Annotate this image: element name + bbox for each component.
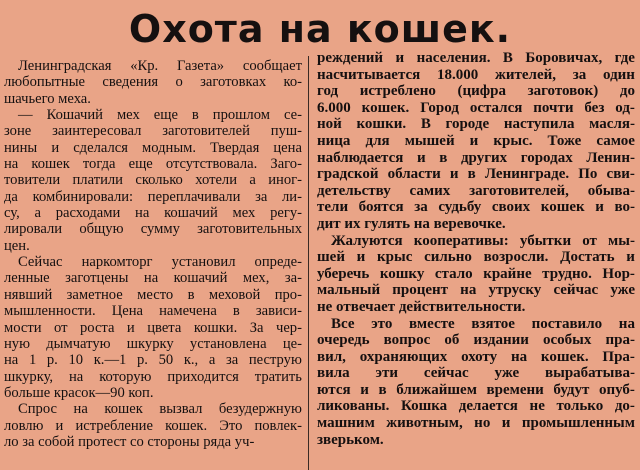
text-line: Ленинградская «Кр. Газета» сообщает (18, 58, 302, 74)
text-line: детельству самих заготовителей, обыва- (317, 182, 635, 199)
text-line: — Кошачий мех еще в прошлом се- (18, 107, 302, 124)
text-line: вила эти сейчас уже вырабатыва- (317, 365, 635, 382)
text-line: мальный процент на утруску сейчас уже (317, 282, 635, 299)
text-line: Все это вместе взятое поставило на (331, 315, 635, 332)
text-line: очередь вопрос об издании особых пра- (317, 332, 635, 349)
column-divider (308, 56, 309, 470)
text-line: мышленности. Цена намечена в зависи- (4, 303, 302, 320)
text-line: мости от роста и цвета кошки. За чер- (4, 319, 302, 336)
text-line: лировали общую сумму заготовительных (4, 221, 302, 238)
text-line: вил, охраняющих охоту на кошек. Пра- (317, 348, 635, 365)
text-line: Спрос на кошек вызвал безудержную (18, 401, 302, 418)
text-line: на кошек тогда еще отсутствовала. Заго- (4, 156, 302, 173)
text-line: любопытные сведения о заготовках ко- (4, 74, 302, 91)
text-line: не отвечает действительности. (317, 298, 526, 315)
text-line: Сейчас наркомторг установил опреде- (18, 254, 302, 271)
text-line: нявший заметное место в меховой про- (4, 286, 302, 303)
article-column-left (4, 58, 302, 468)
text-line: ница для мышей и крыс. Тоже самое (317, 132, 635, 149)
text-line: су, а расходами на кошачий мех регу- (4, 205, 302, 222)
text-line: цен. (4, 237, 30, 254)
text-line: уберечь кошку стало крайне трудно. Нор- (317, 265, 635, 282)
text-line: машним животным, но и промышленным (317, 415, 635, 432)
text-line: градской области и в Ленинграде. По сви- (317, 166, 635, 183)
text-line: ной кошки. В городе наступила масля- (317, 116, 635, 133)
text-line: ются и в ближайшем времени будут опуб- (317, 381, 635, 398)
text-line: тели боятся за судьбу своих кошек и во- (317, 199, 635, 216)
text-line: 6.000 кошек. Город остался почти без од- (317, 99, 635, 116)
text-line: ленные заготцены на кошачий мех, за- (4, 270, 302, 287)
text-line: насчитывается 18.000 жителей, за один (317, 66, 635, 83)
text-line: нины и сделался модным. Твердая цена (4, 139, 302, 156)
text-line: реждений и населения. В Боровичах, где (317, 50, 635, 66)
text-line: да комбинировали: переплачивали за ли- (4, 188, 302, 205)
text-line: наблюдается и в других городах Ленин- (317, 149, 635, 166)
text-line: Жалуются кооперативы: убытки от мы- (331, 232, 635, 249)
text-line: дит их гулять на веревочке. (317, 215, 506, 232)
article-headline: Охота на кошек. (128, 7, 512, 51)
text-line: ликованы. Кошка делается не только до- (317, 398, 635, 415)
text-line: на 1 р. 10 к.—1 р. 50 к., а за пеструю (4, 352, 302, 369)
text-line: шачьего меха. (4, 90, 91, 107)
text-line: ловлю и истребление кошек. Это повлек- (4, 417, 302, 434)
text-line: шкурку, на которую приходится тратить (4, 368, 302, 385)
text-line: шей и крыс сильно возросли. Достать и (317, 249, 635, 266)
text-line: год истреблено (цифра заготовок) до (317, 83, 635, 100)
text-line: больше красок—90 коп. (4, 384, 154, 401)
text-line: ло за собой протест со стороны ряда уч- (4, 433, 255, 450)
text-line: зверьком. (317, 431, 384, 448)
text-line: зоне заинтересовал заготовителей пуш- (4, 123, 302, 140)
article-column-right (317, 50, 635, 468)
text-line: товители платили сколько хотели а иног- (4, 172, 302, 189)
text-line: ную дымчатую шкурку установлена це- (4, 335, 302, 352)
